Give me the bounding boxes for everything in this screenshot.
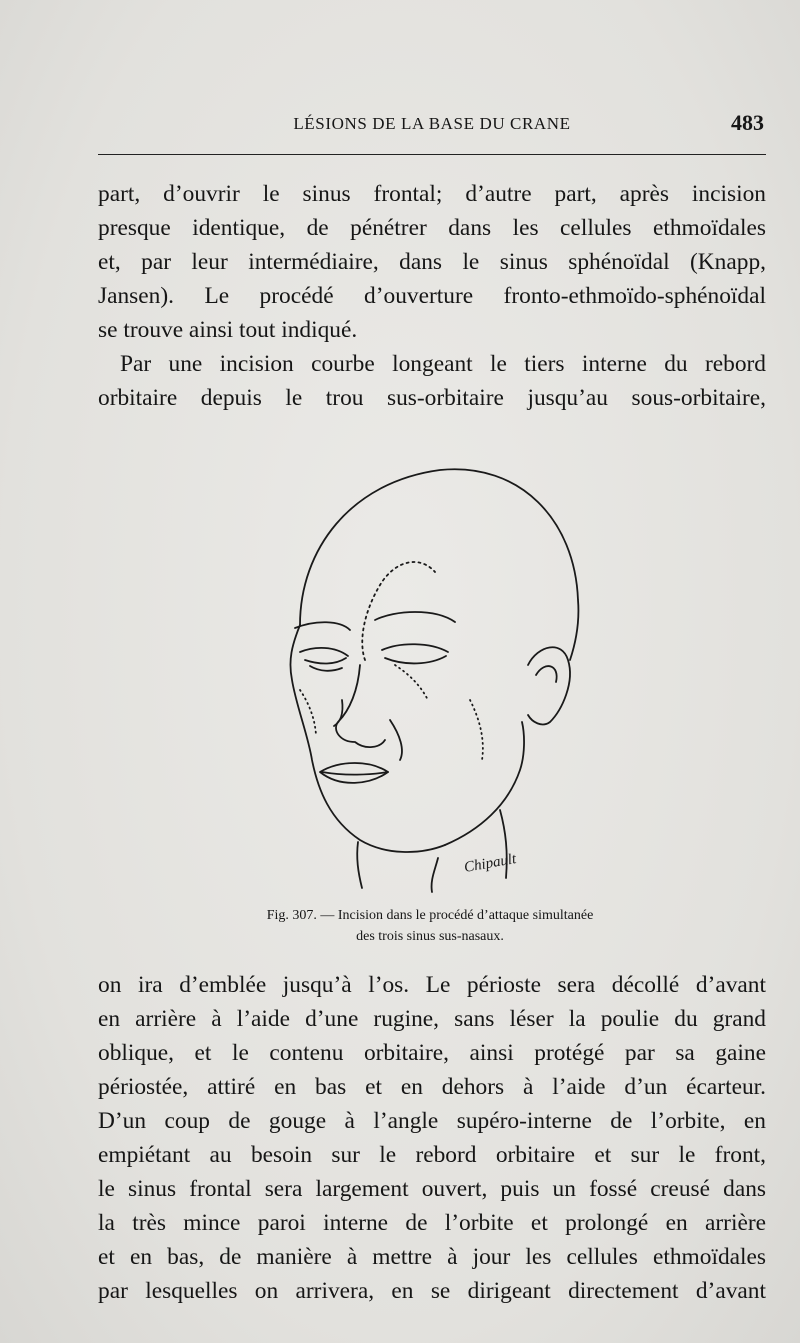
body-text-bottom bbox=[98, 968, 766, 1308]
text-line: la très mince paroi interne de l’orbite et prolongé en arrière bbox=[98, 1210, 766, 1236]
text-line: empiétant au besoin sur le rebord orbitaire et sur le front, bbox=[98, 1142, 766, 1168]
text-line: on ira d’emblée jusqu’à l’os. Le périoste sera décollé d’avant bbox=[98, 972, 766, 998]
jaw-contour bbox=[445, 722, 524, 845]
running-title: LÉSIONS DE LA BASE DU CRANE bbox=[293, 114, 571, 133]
skull-outline bbox=[300, 469, 578, 660]
text-line: par lesquelles on arrivera, en se dirigeant directement d’avant bbox=[98, 1278, 766, 1304]
text-line: se trouve ainsi tout indiqué. bbox=[98, 317, 358, 343]
face-left-contour bbox=[290, 625, 445, 852]
neck-left bbox=[357, 842, 362, 888]
paragraph-first-line: Par une incision courbe longeant le tiers interne du rebord bbox=[120, 351, 766, 377]
text-line: le sinus frontal sera largement ouvert, puis un fossé creusé dans bbox=[98, 1176, 766, 1202]
text-line: presque identique, de pénétrer dans les cellules ethmoïdales bbox=[98, 215, 766, 241]
text-line: part, d’ouvrir le sinus frontal; d’autre part, après incision bbox=[98, 181, 766, 207]
text-line: en arrière à l’aide d’une rugine, sans léser la poulie du grand bbox=[98, 1006, 766, 1032]
page-number: 483 bbox=[731, 110, 764, 135]
head-drawing bbox=[270, 460, 600, 900]
artist-signature: Chipault bbox=[462, 851, 518, 876]
text-line: D’un coup de gouge à l’angle supéro-interne de l’orbite, en bbox=[98, 1108, 766, 1134]
figure-caption-line1: Fig. 307. — Incision dans le procédé d’attaque simultanée bbox=[266, 908, 594, 923]
neck-right bbox=[432, 858, 438, 892]
ear bbox=[528, 647, 570, 724]
right-eye bbox=[382, 644, 448, 652]
page-header bbox=[98, 108, 766, 144]
left-eye bbox=[300, 648, 348, 656]
figure-head-illustration bbox=[270, 460, 600, 900]
text-line: et en bas, de manière à mettre à jour les cellules ethmoïdales bbox=[98, 1244, 766, 1270]
text-line: Jansen). Le procédé d’ouverture fronto-ethmoïdo-sphénoïdal bbox=[98, 283, 766, 309]
left-eyebrow bbox=[295, 622, 350, 630]
text-line: périostée, attiré en bas et en dehors à l’aide d’un écarteur. bbox=[98, 1074, 766, 1100]
text-line: et, par leur intermédiaire, dans le sinus sphénoïdal (Knapp, bbox=[98, 249, 766, 275]
text-line: oblique, et le contenu orbitaire, ainsi protégé par sa gaine bbox=[98, 1040, 766, 1066]
right-eyebrow bbox=[375, 612, 455, 622]
body-text-top bbox=[98, 177, 766, 415]
header-rule bbox=[98, 154, 766, 155]
text-line: orbitaire depuis le trou sus-orbitaire jusqu’au sous-orbitaire, bbox=[98, 385, 766, 411]
figure-caption-line2: des trois sinus sus-nasaux. bbox=[356, 929, 504, 944]
